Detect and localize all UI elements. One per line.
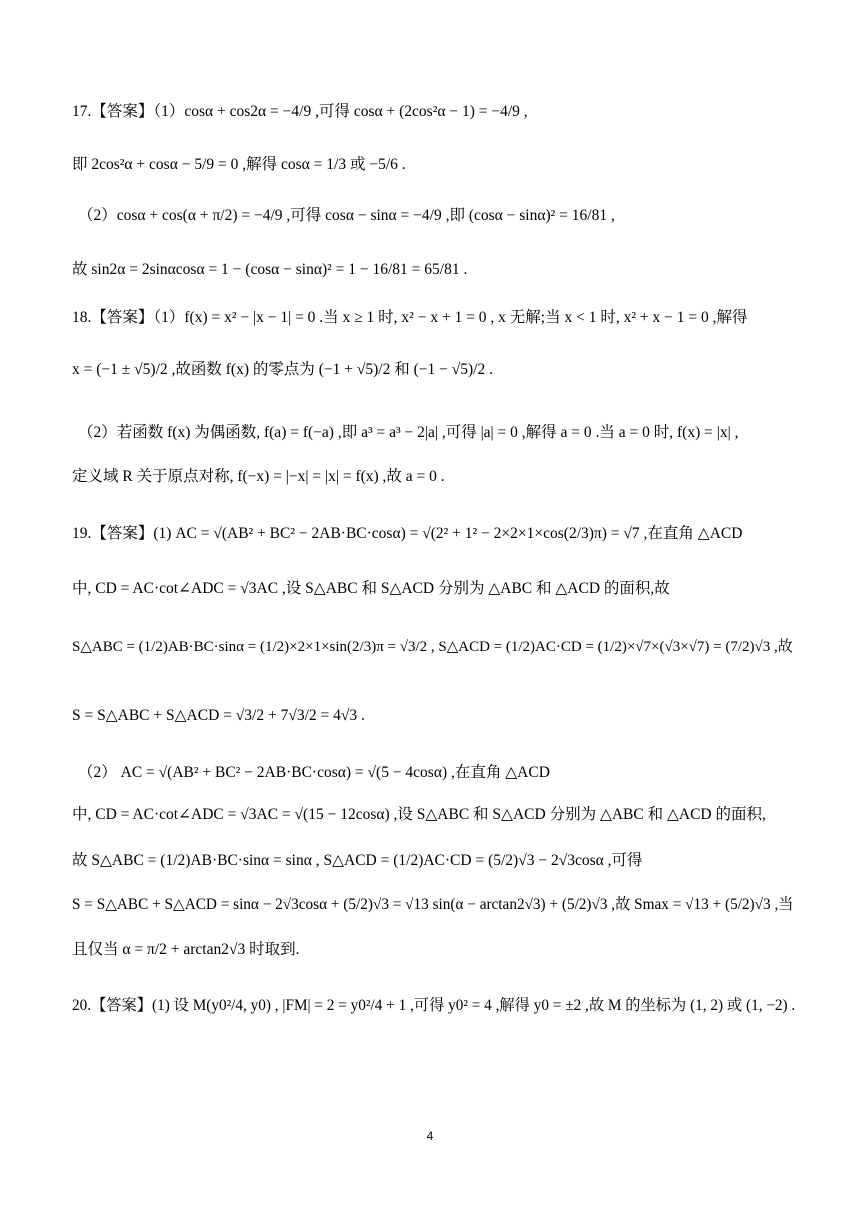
q18-line-2: x = (−1 ± √5)/2 ,故函数 f(x) 的零点为 (−1 + √5)/2 和 (−1 − √5)/2 . [72,361,493,378]
q19-line-3: S△ABC = (1/2)AB·BC·sinα = (1/2)×2×1×sin(2/3)π = √3/2 , S△ACD = (1/2)AC·CD = (1/2)×√7×(√3×√7) = (7/2)√3 ,故 [72,639,793,655]
q20-line-1: 20.【答案】(1) 设 M(y0²/4, y0) , |FM| = 2 = y0²/4 + 1 ,可得 y0² = 4 ,解得 y0 = ±2 ,故 M 的坐标为 (1, 2) 或 (1, −2) . [72,997,796,1014]
q19-line-2: 中, CD = AC·cot∠ADC = √3AC ,设 S△ABC 和 S△ACD 分别为 △ABC 和 △ACD 的面积,故 [72,580,670,597]
q19-line-8: S = S△ABC + S△ACD = sinα − 2√3cosα + (5/2)√3 = √13 sin(α − arctan2√3) + (5/2)√3 ,故 Smax = √13 + (5/2)√3 ,当 [72,896,794,913]
q19-line-6: 中, CD = AC·cot∠ADC = √3AC = √(15 − 12cosα) ,设 S△ABC 和 S△ACD 分别为 △ABC 和 △ACD 的面积, [72,806,766,823]
q17-line-3: （2）cosα + cos(α + π/2) = −4/9 ,可得 cosα − sinα = −4/9 ,即 (cosα − sinα)² = 16/81 , [78,207,615,224]
q18-line-4: 定义域 R 关于原点对称, f(−x) = |−x| = |x| = f(x) ,故 a = 0 . [72,468,445,485]
q19-line-5: （2） AC = √(AB² + BC² − 2AB·BC·cosα) = √(5 − 4cosα) ,在直角 △ACD [78,764,550,781]
q18-line-1: 18.【答案】（1）f(x) = x² − |x − 1| = 0 .当 x ≥ 1 时, x² − x + 1 = 0 , x 无解;当 x < 1 时, x² + x − 1 = 0 ,解得 [72,309,748,326]
q17-line-2: 即 2cos²α + cosα − 5/9 = 0 ,解得 cosα = 1/3 或 −5/6 . [72,156,406,173]
q17-line-1: 17.【答案】（1）cosα + cos2α = −4/9 ,可得 cosα + (2cos²α − 1) = −4/9 , [72,103,528,120]
q17-line-4: 故 sin2α = 2sinαcosα = 1 − (cosα − sinα)² = 1 − 16/81 = 65/81 . [72,261,468,278]
q19-line-4: S = S△ABC + S△ACD = √3/2 + 7√3/2 = 4√3 . [72,707,365,724]
q19-line-1: 19.【答案】(1) AC = √(AB² + BC² − 2AB·BC·cosα) = √(2² + 1² − 2×2×1×cos(2/3)π) = √7 ,在直角 △ACD [72,525,743,542]
q19-line-7: 故 S△ABC = (1/2)AB·BC·sinα = sinα , S△ACD = (1/2)AC·CD = (5/2)√3 − 2√3cosα ,可得 [72,852,643,869]
q18-line-3: （2）若函数 f(x) 为偶函数, f(a) = f(−a) ,即 a³ = a³ − 2|a| ,可得 |a| = 0 ,解得 a = 0 .当 a = 0 时, f(x) = |x| , [78,424,739,441]
page-number: 4 [426,1129,434,1143]
q19-line-9: 且仅当 α = π/2 + arctan2√3 时取到. [72,941,300,958]
